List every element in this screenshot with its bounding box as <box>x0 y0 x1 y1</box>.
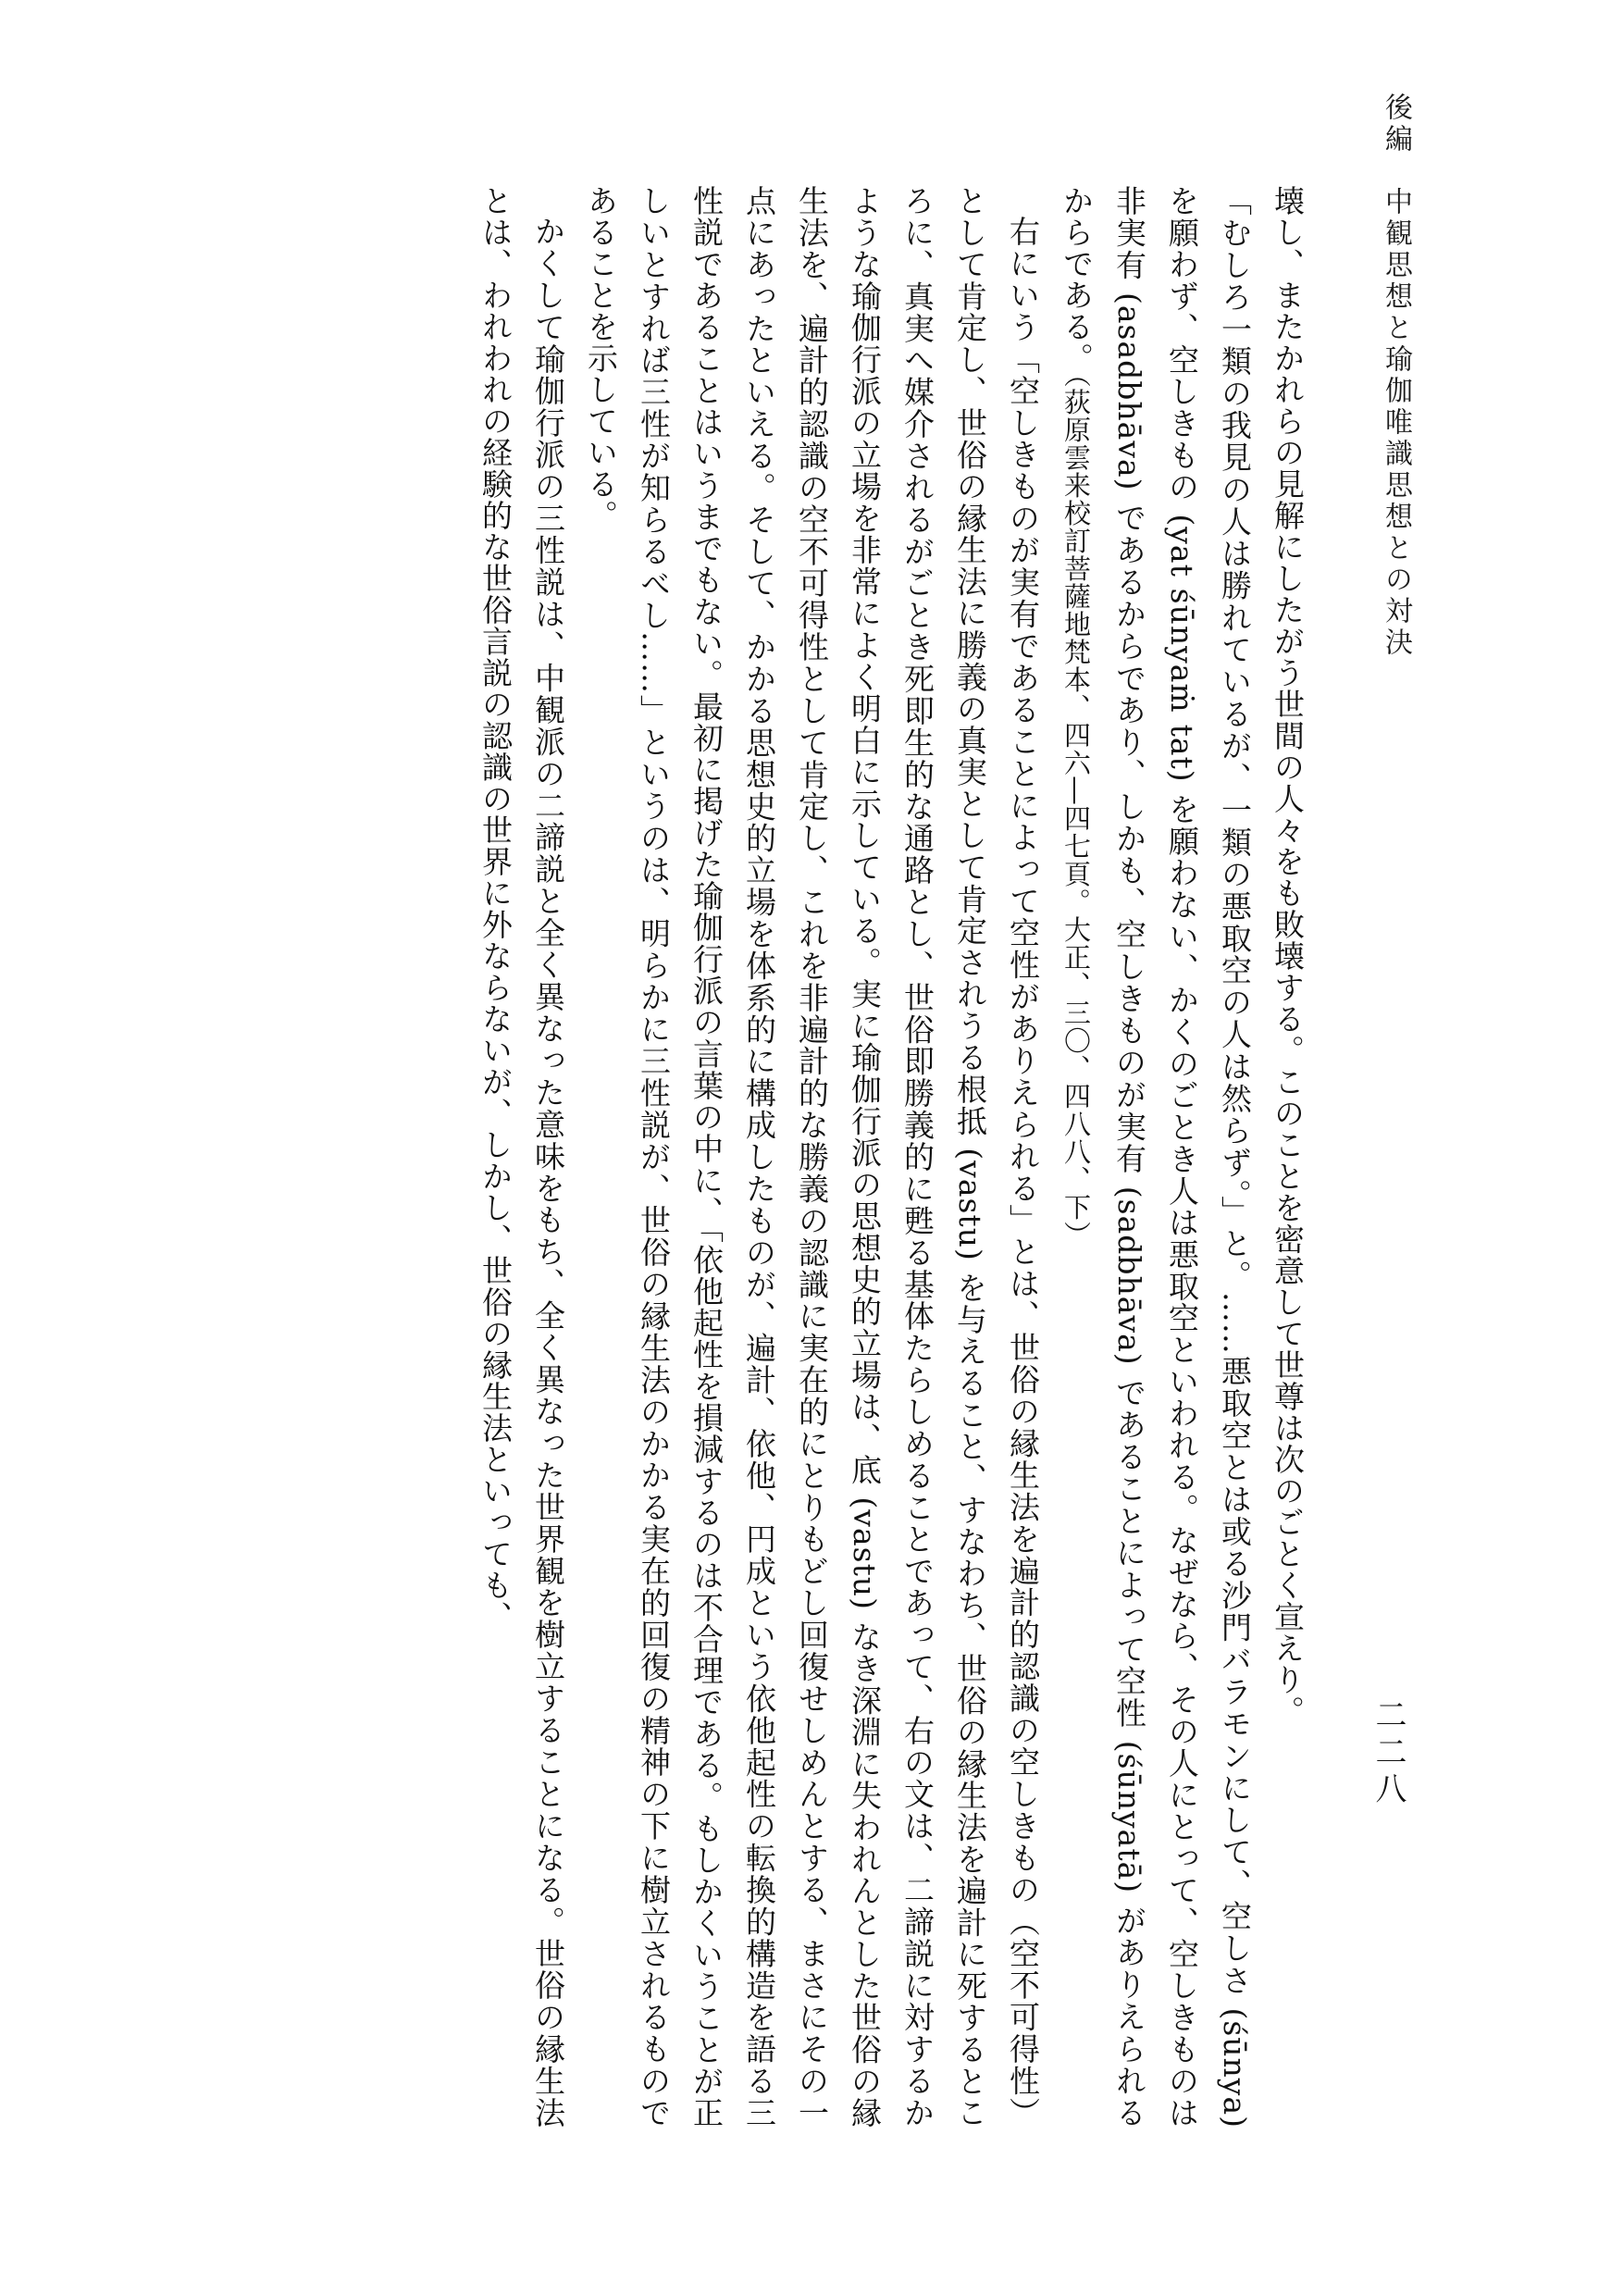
paragraph-2 <box>1049 185 1261 2128</box>
running-header: 後編 中観思想と瑜伽唯識思想との対決 <box>1380 93 1412 659</box>
paragraph-2-text: 「むしろ一類の我見の人は勝れているが、一類の悪取空の人は然らず。」と。……悪取空とは或る沙門バラモンにして、空しさ (śūnya) を願わず、空しきもの (yat śūnyaṁ tat) を願わない、かくのごとき人は悪取空といわれる。なぜなら、その人にとって、空しきものは非実有 (asadbhāva) であるからであり、しかも、空しきものが実有 (sadbhāva) であることによって空性 (śūnyatā) がありえられるからである。 <box>1059 185 1253 2128</box>
page-number: 二二八 <box>1369 1698 1406 1809</box>
paragraph-1: 壊し、またかれらの見解にしたがう世間の人々をも敗壊する。このことを密意して世尊は次のごとく宣えり。 <box>1270 185 1306 1727</box>
paragraph-4: かくして瑜伽行派の三性説は、中観派の二諦説と全く異なった意味をもち、全く異なった世界観を樹立することになる。世俗の縁生法とは、われわれの経験的な世俗言説の認識の世界に外ならないが、しかし、世俗の縁生法といっても、 <box>477 185 566 2129</box>
paragraph-2-citation: （荻原雲来校訂菩薩地梵本、四六―四七頁。大正、三〇、四八八、下） <box>1060 374 1092 1249</box>
body-text <box>222 185 1314 2128</box>
paragraph-3: 右にいう「空しきものが実有であることによって空性がありえられる」とは、世俗の縁生法を遍計的認識の空しきもの（空不可得性）として肯定し、世俗の縁生法に勝義の真実として肯定されうる根抵 (vastu) を与えること、すなわち、世俗の縁生法を遍計に死するところに、真実へ媒介されるがごとき死即生的な通路とし、世俗即勝義的に甦る基体たらしめることであって、右の文は、二諦説に対するかような瑜伽行派の立場を非常によく明白に示している。実に瑜伽行派の思想史的立場は、底 (vastu) なき深淵に失われんとした世俗の縁生法を、遍計的認識の空不可得性として肯定し、これを非遍計的な勝義の認識に実在的にとりもどし回復せしめんとする、まさにその一点にあったといえる。そして、かかる思想史的立場を体系的に構成したものが、遍計、依他、円成という依他起性の転換的構造を語る三性説であることはいうまでもない。最初に掲げた瑜伽行派の言葉の中に、「依他起性を損減するのは不合理である。もしかくいうことが正しいとすれば三性が知らるべし……」というのは、明らかに三性説が、世俗の縁生法のかかる実在的回復の精神の下に樹立されるものであることを示している。 <box>583 185 1041 2129</box>
